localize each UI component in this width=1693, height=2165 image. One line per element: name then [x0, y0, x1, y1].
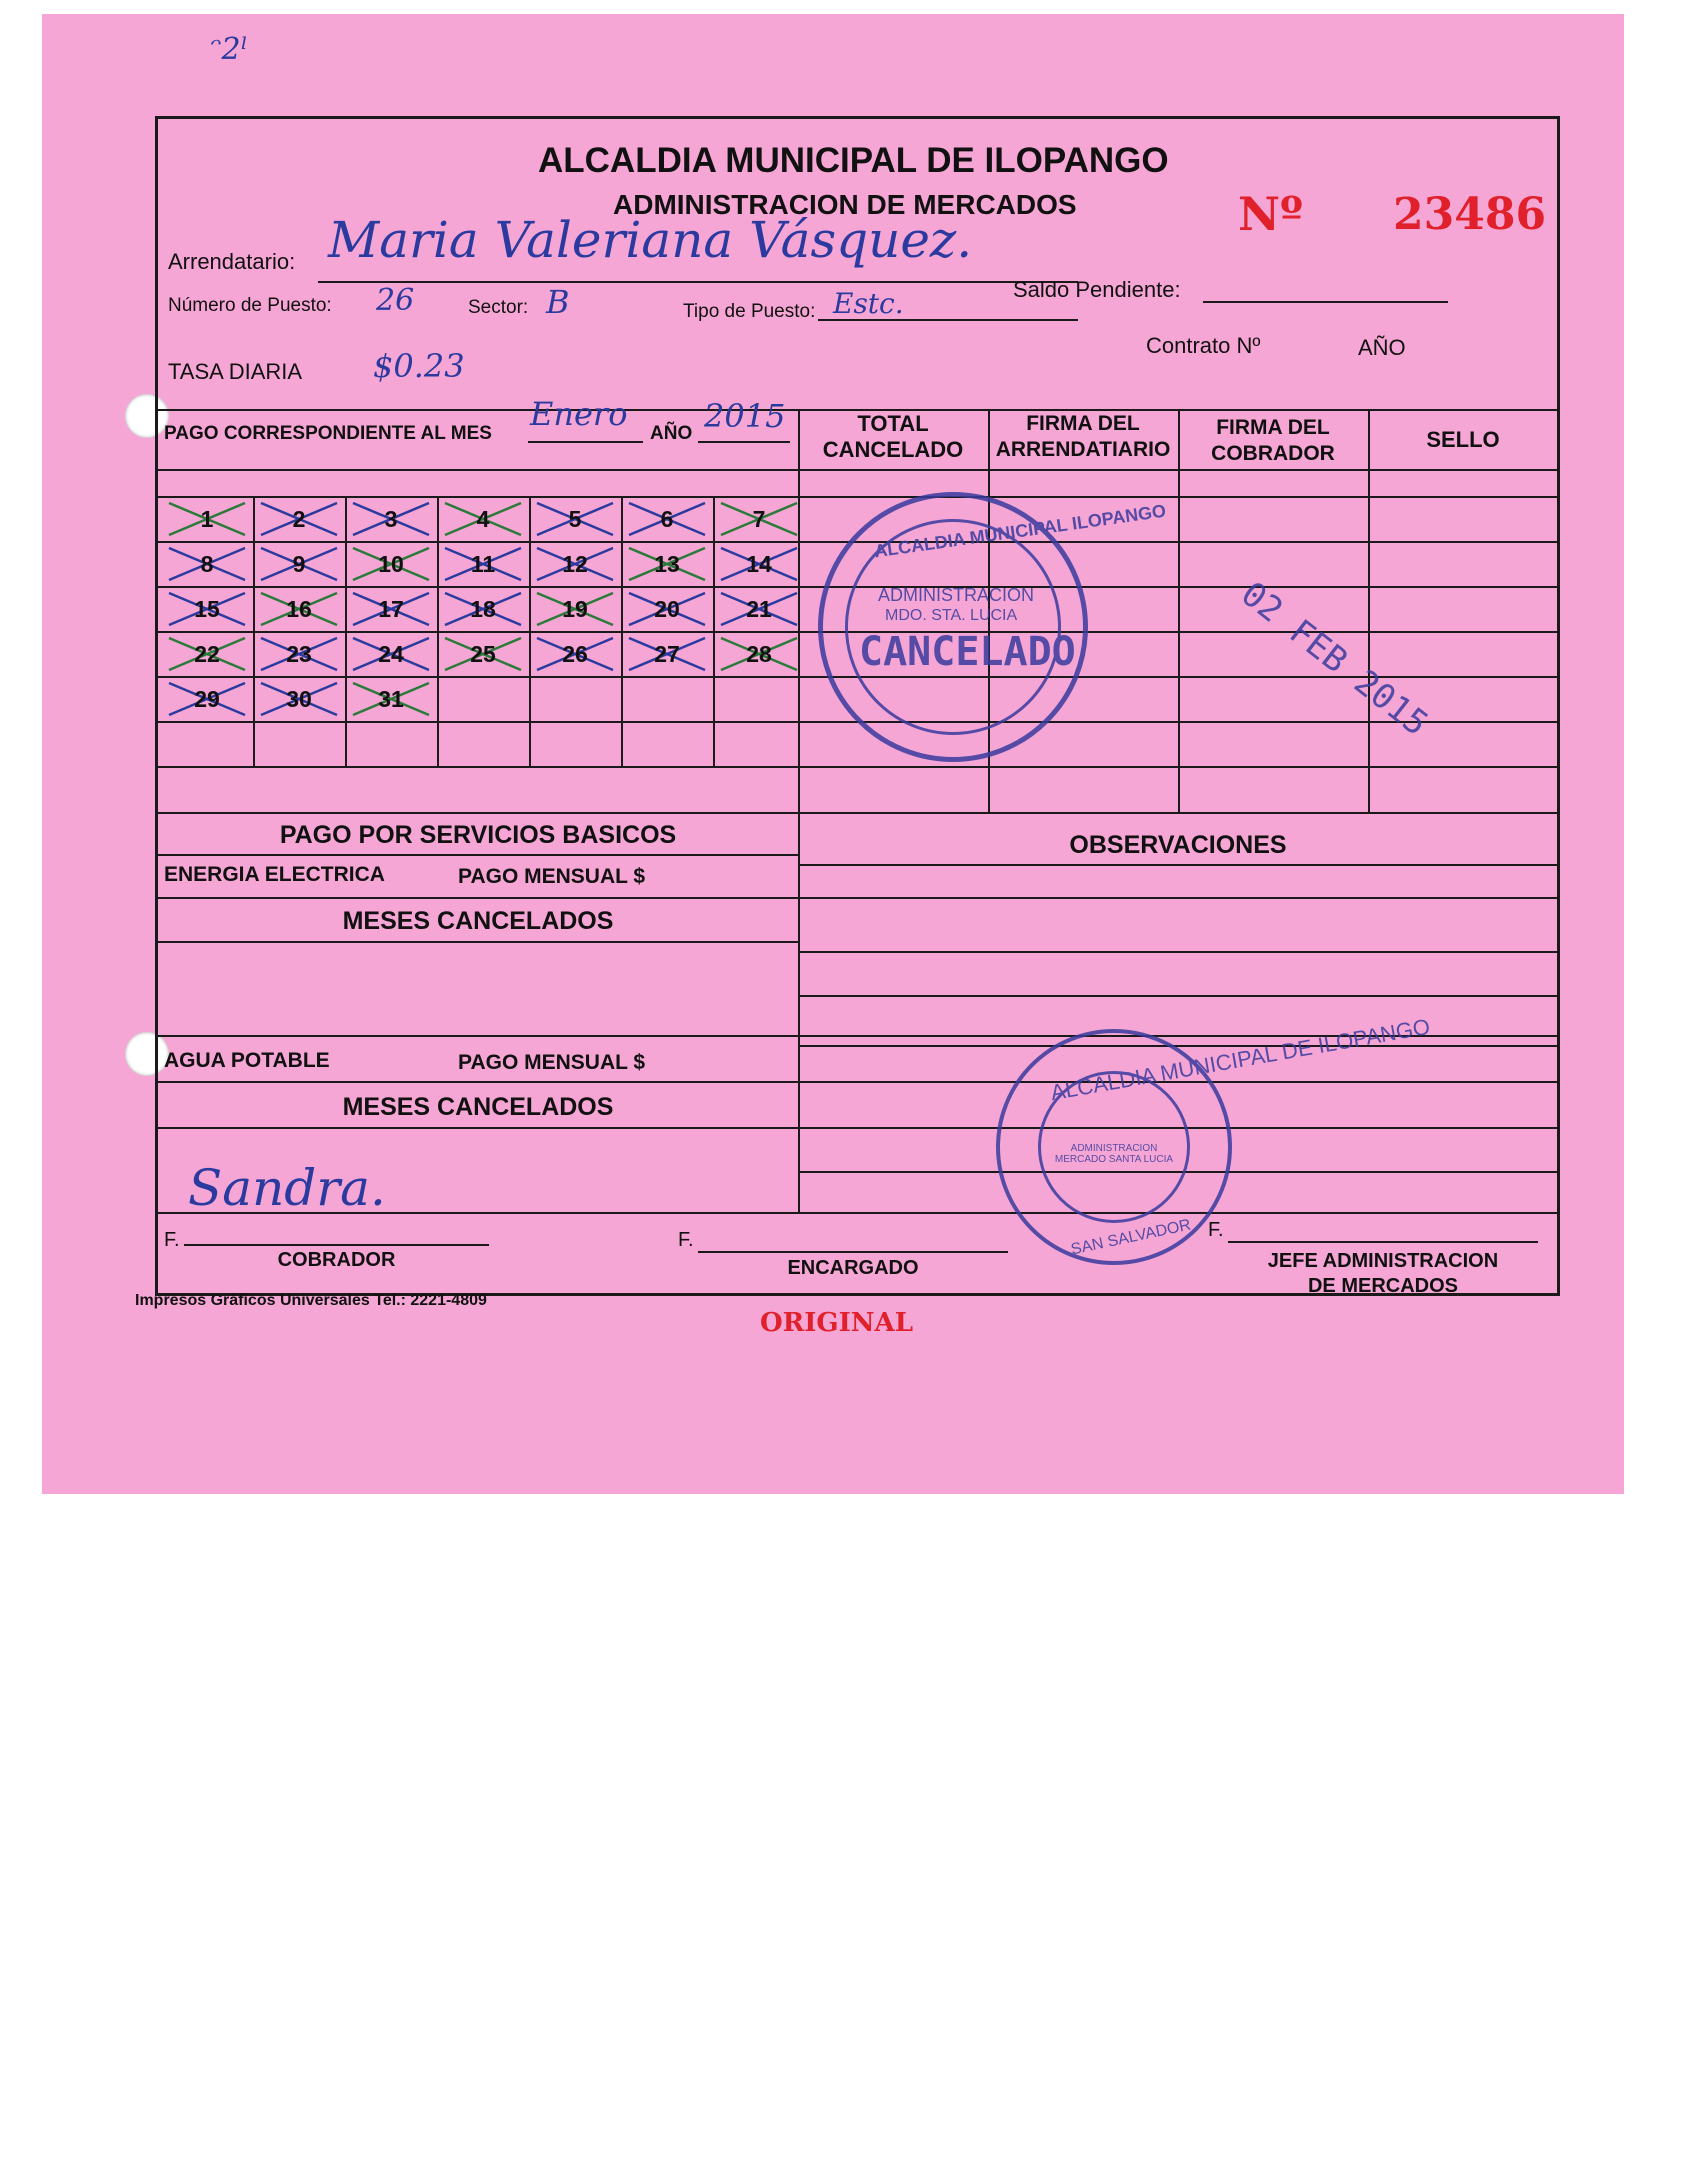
day-number: 9 [292, 551, 306, 577]
day-number: 3 [384, 506, 398, 532]
obs-rule [798, 864, 1558, 866]
cancelado-stamp-line2: MDO. STA. LUCIA [885, 607, 1018, 624]
agua-label: AGUA POTABLE [164, 1049, 330, 1072]
services-rule [158, 941, 798, 943]
day-number: 10 [378, 551, 404, 577]
day-cell-28 [713, 632, 805, 676]
day-cell-15 [161, 587, 253, 631]
date-stamp: 02 FEB 2015 [1233, 574, 1436, 745]
day-number: 18 [470, 596, 496, 622]
day-cell-3 [345, 497, 437, 541]
day-number: 29 [194, 686, 220, 712]
day-number: 21 [746, 596, 772, 622]
sello-header: SELLO [1426, 427, 1500, 452]
total-header-line2: CANCELADO [822, 437, 964, 462]
day-number: 4 [476, 506, 490, 532]
pago-ano-line [698, 441, 790, 443]
day-number: 25 [470, 641, 496, 667]
total-cancelado-header [798, 411, 988, 463]
cobrador-f-label: F. [164, 1229, 180, 1251]
cancelado-stamp-line1: ADMINISTRACION [878, 585, 1035, 605]
day-number: 20 [654, 596, 680, 622]
day-number: 26 [562, 641, 588, 667]
day-cell-25 [437, 632, 529, 676]
day-cell-2 [253, 497, 345, 541]
day-number: 14 [746, 551, 772, 577]
cancelado-stamp-ring-text: ALCALDIA MUNICIPAL ILOPANGO [872, 500, 1168, 562]
day-number: 5 [568, 506, 582, 532]
jefe-signature-line [1228, 1241, 1538, 1243]
arrendatario-value: Maria Valeriana Vásquez. [328, 211, 973, 269]
day-cell-26 [529, 632, 621, 676]
day-cell-12 [529, 542, 621, 586]
day-number: 1 [200, 506, 214, 532]
services-rule [158, 854, 798, 856]
services-title: PAGO POR SERVICIOS BASICOS [279, 821, 677, 849]
municipal-seal-ring-text: ALCALDIA MUNICIPAL DE ILOPANGO [1048, 1013, 1432, 1106]
jefe-caption-line2: DE MERCADOS [1307, 1275, 1458, 1297]
top-handwritten-mark: ᵔ2ˡ [210, 32, 248, 67]
municipal-seal-inner-text: ADMINISTRACION MERCADO SANTA LUCIA [1054, 1143, 1174, 1165]
day-cell-30 [253, 677, 345, 721]
arrendatario-label: Arrendatario: [168, 249, 296, 274]
table-bottom-border [158, 812, 1558, 814]
firma-arrendatario-header [988, 411, 1178, 463]
day-cell-13 [621, 542, 713, 586]
day-number: 13 [654, 551, 680, 577]
day-number: 6 [660, 506, 674, 532]
encargado-caption: ENCARGADO [787, 1257, 919, 1279]
puesto-value: 26 [376, 283, 415, 318]
table-header-border [158, 469, 1558, 471]
day-cell-24 [345, 632, 437, 676]
day-number: 24 [378, 641, 404, 667]
day-number: 22 [194, 641, 220, 667]
mes-label: PAGO CORRESPONDIENTE AL MES [164, 423, 492, 444]
total-header-line1: TOTAL [857, 411, 929, 436]
day-number: 7 [752, 506, 766, 532]
firma-arr-line2: ARRENDATIARIO [995, 438, 1171, 461]
receipt-no-label: Nº [1238, 187, 1304, 241]
form-subtitle: ADMINISTRACION DE MERCADOS [613, 189, 1077, 220]
col-divider [1178, 409, 1180, 812]
tipo-value: Estc. [833, 287, 904, 320]
encargado-signature-line [698, 1251, 1008, 1253]
day-cell-29 [161, 677, 253, 721]
services-divider [798, 812, 800, 1212]
agua-meses-cancelados: MESES CANCELADOS [342, 1093, 614, 1121]
day-number: 16 [286, 596, 312, 622]
cobrador-signature: Sandra. [188, 1159, 386, 1217]
day-number: 30 [286, 686, 312, 712]
day-cell-5 [529, 497, 621, 541]
day-cell-10 [345, 542, 437, 586]
mes-value: Enero [530, 395, 628, 433]
services-rule [158, 897, 1558, 899]
day-cell-21 [713, 587, 805, 631]
day-cell-8 [161, 542, 253, 586]
day-cell-27 [621, 632, 713, 676]
arrendatario-line [318, 281, 1078, 283]
day-cell-18 [437, 587, 529, 631]
obs-rule [798, 995, 1558, 997]
day-number: 15 [194, 596, 220, 622]
saldo-label: Saldo Pendiente: [1013, 277, 1181, 302]
day-cell-11 [437, 542, 529, 586]
saldo-line [1203, 301, 1448, 303]
contrato-label: Contrato Nº [1146, 333, 1261, 358]
tasa-value: $0.23 [373, 347, 465, 385]
sector-label: Sector: [468, 297, 529, 318]
day-cell-6 [621, 497, 713, 541]
municipal-seal [996, 1013, 1432, 1265]
obs-rule [798, 951, 1558, 953]
firma-cob-line2: COBRADOR [1211, 442, 1335, 465]
day-number: 17 [378, 596, 404, 622]
jefe-caption-line1: JEFE ADMINISTRACION [1267, 1250, 1499, 1272]
jefe-caption [1228, 1249, 1538, 1299]
energia-label: ENERGIA ELECTRICA [164, 863, 385, 886]
day-number: 11 [470, 551, 496, 577]
day-cell-17 [345, 587, 437, 631]
day-cell-22 [161, 632, 253, 676]
cobrador-caption: COBRADOR [277, 1249, 396, 1271]
energia-pago-mensual: PAGO MENSUAL $ [458, 865, 646, 888]
day-number: 19 [562, 596, 588, 622]
day-cell-31 [345, 677, 437, 721]
jefe-f-label: F. [1208, 1219, 1224, 1241]
day-number: 23 [286, 641, 312, 667]
day-cell-19 [529, 587, 621, 631]
pago-ano-value: 2015 [704, 397, 786, 435]
day-cell-23 [253, 632, 345, 676]
day-cell-4 [437, 497, 529, 541]
tipo-label: Tipo de Puesto: [683, 301, 816, 322]
energia-meses-cancelados: MESES CANCELADOS [342, 907, 614, 935]
day-number: 2 [292, 506, 306, 532]
day-cell-1 [161, 497, 253, 541]
day-cell-7 [713, 497, 805, 541]
receipt-form [155, 116, 1560, 1296]
cobrador-signature-line [184, 1244, 489, 1246]
receipt-number: 23486 [1393, 189, 1547, 240]
day-cell-20 [621, 587, 713, 631]
tasa-label: TASA DIARIA [168, 359, 303, 384]
form-title: ALCALDIA MUNICIPAL DE ILOPANGO [538, 141, 1169, 180]
day-number: 8 [200, 551, 214, 577]
tipo-line [818, 319, 1078, 321]
table-rule [158, 766, 1558, 768]
firma-cobrador-header [1178, 415, 1368, 467]
puesto-label: Número de Puesto: [168, 295, 332, 316]
day-cell-14 [713, 542, 805, 586]
day-number: 31 [378, 686, 404, 712]
day-number: 28 [746, 641, 772, 667]
services-rule [158, 1081, 1558, 1083]
day-cell-9 [253, 542, 345, 586]
agua-pago-mensual: PAGO MENSUAL $ [458, 1051, 646, 1074]
pago-ano-label: AÑO [650, 423, 693, 444]
firma-arr-line1: FIRMA DEL [1026, 412, 1140, 435]
obs-rule [798, 1045, 1558, 1047]
encargado-f-label: F. [678, 1229, 694, 1251]
day-number: 27 [654, 641, 680, 667]
original-copy-label: ORIGINAL [760, 1308, 914, 1338]
cancelado-stamp-main: CANCELADO [859, 629, 1076, 675]
observaciones-title: OBSERVACIONES [1069, 831, 1287, 859]
firma-cob-line1: FIRMA DEL [1216, 416, 1330, 439]
mes-line [528, 441, 643, 443]
printer-credit: Impresos Gráficos Universales Tel.: 2221-4809 [135, 1292, 487, 1309]
contrato-ano-label: AÑO [1358, 335, 1406, 360]
services-rule [158, 1127, 1558, 1129]
day-cell-16 [253, 587, 345, 631]
col-divider [1368, 409, 1370, 812]
municipal-seal-bottom-text: SAN SALVADOR [1069, 1216, 1193, 1259]
day-number: 12 [562, 551, 588, 577]
sector-value: B [546, 283, 570, 321]
cancelado-stamp [818, 492, 1168, 762]
